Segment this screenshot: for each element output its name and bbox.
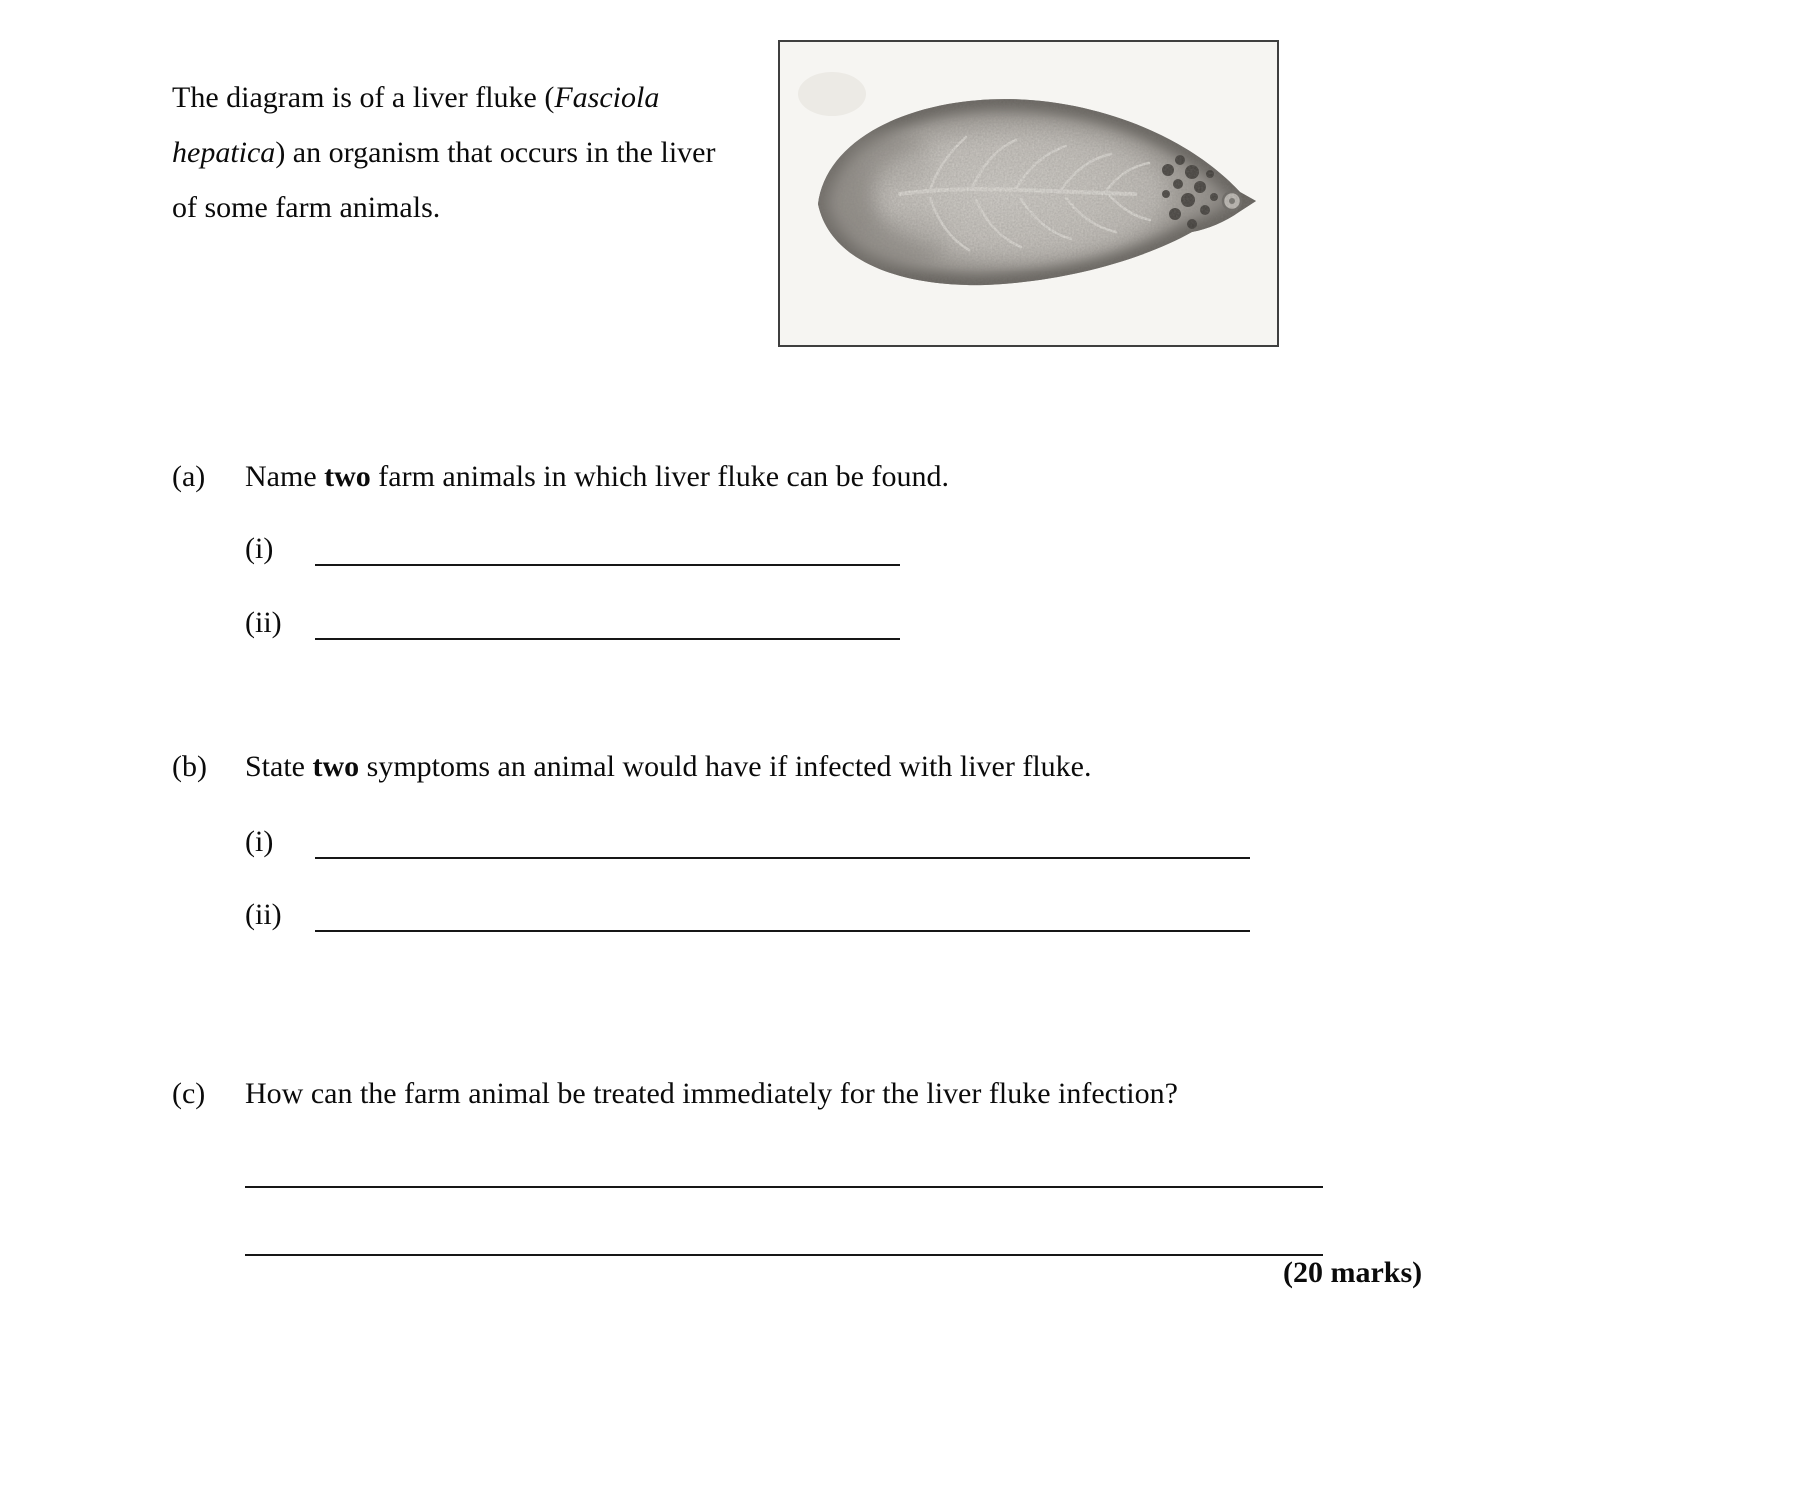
question-b-bold: two: [312, 750, 360, 783]
intro-text: [172, 70, 822, 235]
answer-line-c-1[interactable]: [245, 1158, 1323, 1188]
answer-line-b-i[interactable]: [315, 829, 1250, 859]
intro-line-1: [172, 70, 822, 125]
question-a-text: [245, 460, 949, 494]
intro-line-1-text: The diagram is of a liver fluke (: [172, 81, 555, 114]
intro-line-2-text: ) an organism that occurs in the liver: [275, 136, 716, 169]
question-a-item-i-label: (i): [245, 532, 274, 565]
question-b-label: (b): [172, 750, 207, 783]
question-c-text: [245, 1077, 1178, 1111]
question-b-text: [245, 750, 1091, 784]
answer-line-a-i[interactable]: [315, 536, 900, 566]
question-a-pre: Name: [245, 460, 325, 493]
answer-line-c-2[interactable]: [245, 1226, 1323, 1256]
question-b-post: symptoms an animal would have if infected with liver fluke.: [359, 750, 1092, 783]
liver-fluke-image: [780, 42, 1277, 345]
question-a-post: farm animals in which liver fluke can be found.: [370, 460, 949, 493]
question-c-body: How can the farm animal be treated immediately for the liver fluke infection?: [245, 1077, 1178, 1110]
question-a-bold: two: [324, 460, 371, 493]
question-b-item-i-label: (i): [245, 825, 274, 858]
liver-fluke-figure-frame: [778, 40, 1279, 347]
question-a-item-ii-label: (ii): [245, 606, 282, 639]
answer-line-b-ii[interactable]: [315, 902, 1250, 932]
question-b-item-ii-label: (ii): [245, 898, 282, 931]
question-b-pre: State: [245, 750, 313, 783]
intro-line-3-text: of some farm animals.: [172, 191, 441, 224]
question-a-label: (a): [172, 460, 206, 493]
intro-line-3: [172, 180, 822, 235]
answer-line-a-ii[interactable]: [315, 610, 900, 640]
marks-label: (20 marks): [1283, 1256, 1423, 1289]
intro-line-2: [172, 125, 822, 180]
species-name-italic: hepatica: [172, 136, 276, 169]
species-name-italic: Fasciola: [554, 81, 660, 114]
question-c-label: (c): [172, 1077, 206, 1110]
